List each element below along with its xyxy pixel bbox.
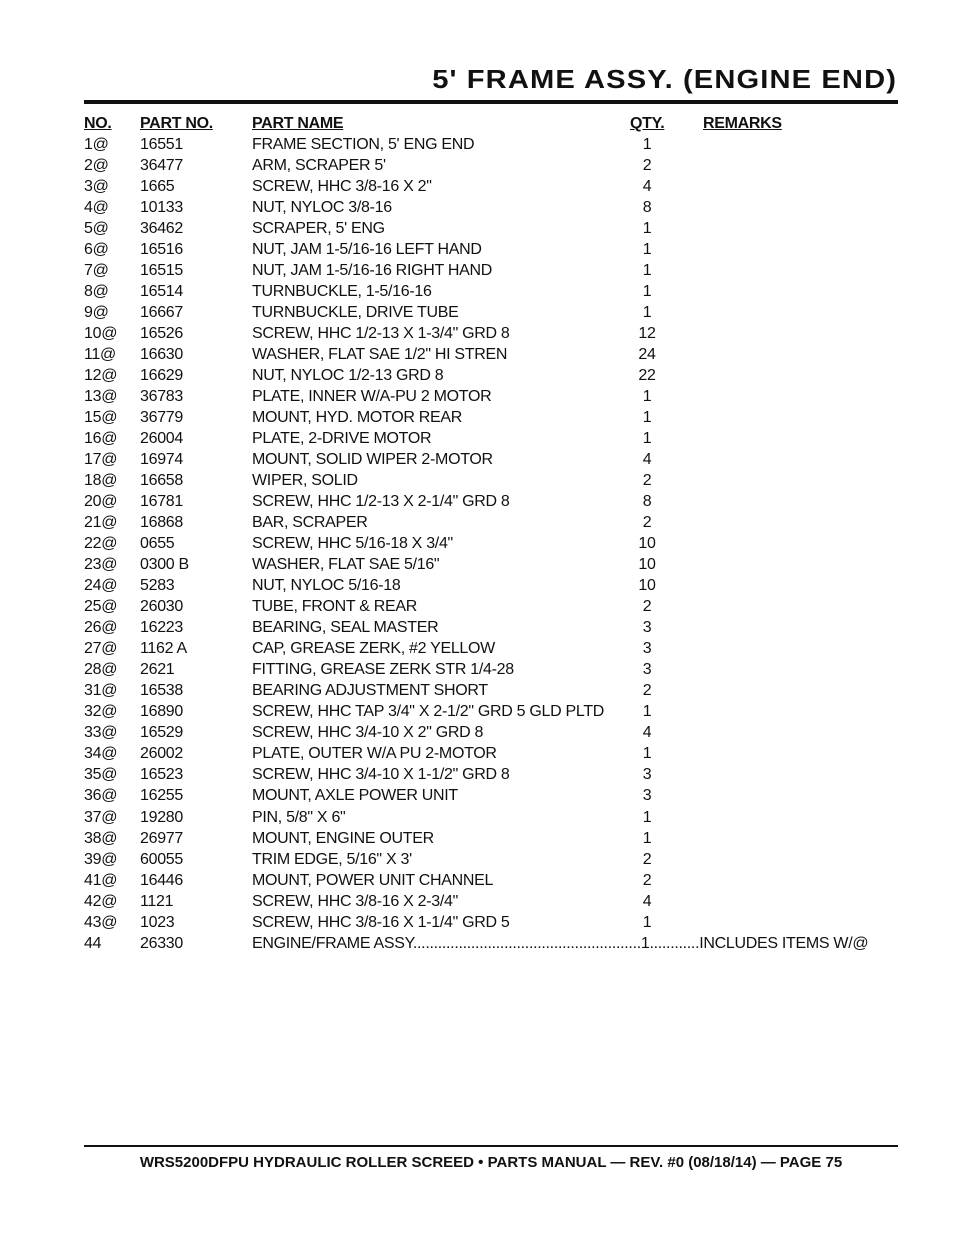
part-name: BEARING, SEAL MASTER bbox=[252, 619, 439, 637]
part-number: 16526 bbox=[140, 325, 183, 343]
part-name: NUT, NYLOC 3/8-16 bbox=[252, 199, 392, 217]
quantity: 1 bbox=[642, 241, 652, 259]
quantity: 2 bbox=[642, 871, 652, 889]
table-row bbox=[0, 913, 954, 934]
part-name: ARM, SCRAPER 5' bbox=[252, 157, 386, 175]
table-row bbox=[0, 850, 954, 871]
part-number: 16629 bbox=[140, 367, 183, 385]
part-name: MOUNT, POWER UNIT CHANNEL bbox=[252, 871, 494, 889]
item-number: 17@ bbox=[84, 451, 118, 469]
quantity: 2 bbox=[642, 157, 652, 175]
table-row bbox=[0, 282, 954, 303]
table-row bbox=[0, 639, 954, 660]
quantity: 3 bbox=[642, 766, 652, 784]
quantity: 24 bbox=[638, 346, 656, 364]
footer-rule bbox=[84, 1145, 898, 1147]
item-number: 3@ bbox=[84, 178, 109, 196]
page-title: 5' FRAME ASSY. (ENGINE END) bbox=[432, 64, 897, 94]
table-row bbox=[0, 513, 954, 534]
item-number: 43@ bbox=[84, 913, 118, 931]
item-number: 26@ bbox=[84, 619, 118, 637]
part-name: TRIM EDGE, 5/16" X 3' bbox=[252, 850, 412, 868]
quantity: 2 bbox=[642, 682, 652, 700]
header-part-no: PART NO. bbox=[140, 115, 213, 132]
quantity: 3 bbox=[642, 619, 652, 637]
item-number: 18@ bbox=[84, 472, 118, 490]
table-row bbox=[0, 303, 954, 324]
quantity: 12 bbox=[638, 325, 656, 343]
quantity: 1 bbox=[642, 136, 652, 153]
quantity: 4 bbox=[642, 178, 652, 196]
table-row bbox=[0, 829, 954, 850]
quantity: 3 bbox=[642, 787, 652, 805]
part-number: 36477 bbox=[140, 157, 183, 175]
part-number: 36783 bbox=[140, 388, 183, 406]
part-name: SCREW, HHC 3/4-10 X 2" GRD 8 bbox=[252, 724, 484, 742]
part-name: PLATE, 2-DRIVE MOTOR bbox=[252, 430, 432, 448]
part-number: 5283 bbox=[140, 577, 175, 595]
part-name: BEARING ADJUSTMENT SHORT bbox=[252, 682, 488, 700]
quantity: 10 bbox=[638, 535, 656, 553]
part-number: 16630 bbox=[140, 346, 183, 364]
parts-list bbox=[0, 135, 954, 955]
part-name: FRAME SECTION, 5' ENG END bbox=[252, 136, 475, 153]
part-number: 16974 bbox=[140, 451, 183, 469]
header-qty: QTY. bbox=[630, 115, 665, 132]
part-number: 36779 bbox=[140, 409, 183, 427]
table-row bbox=[0, 177, 954, 198]
item-number: 21@ bbox=[84, 514, 118, 532]
part-name: CAP, GREASE ZERK, #2 YELLOW bbox=[252, 640, 495, 658]
table-row bbox=[0, 408, 954, 429]
page-footer: WRS5200DFPU HYDRAULIC ROLLER SCREED • PARTS MANUAL — REV. #0 (08/18/14) — PAGE 75 bbox=[139, 1154, 843, 1171]
item-number: 33@ bbox=[84, 724, 118, 742]
part-name: MOUNT, SOLID WIPER 2-MOTOR bbox=[252, 451, 493, 469]
part-number: 26330 bbox=[140, 934, 183, 952]
part-name: MOUNT, AXLE POWER UNIT bbox=[252, 787, 458, 805]
table-row bbox=[0, 744, 954, 765]
table-row bbox=[0, 892, 954, 913]
table-row bbox=[0, 471, 954, 492]
item-number: 38@ bbox=[84, 829, 118, 847]
part-number: 26002 bbox=[140, 745, 183, 763]
quantity: 4 bbox=[642, 451, 652, 469]
part-name: SCRAPER, 5' ENG bbox=[252, 220, 385, 238]
quantity: 10 bbox=[638, 577, 656, 595]
table-row bbox=[0, 618, 954, 639]
part-name: TUBE, FRONT & REAR bbox=[252, 598, 417, 616]
part-name: SCREW, HHC 3/8-16 X 2" bbox=[252, 178, 432, 196]
item-number: 4@ bbox=[84, 199, 109, 217]
item-number: 39@ bbox=[84, 850, 118, 868]
table-row bbox=[0, 871, 954, 892]
table-row bbox=[0, 387, 954, 408]
table-row bbox=[0, 702, 954, 723]
part-number: 26030 bbox=[140, 598, 183, 616]
part-name: SCREW, HHC 1/2-13 X 1-3/4" GRD 8 bbox=[252, 325, 510, 343]
quantity: 8 bbox=[642, 493, 652, 511]
item-number: 12@ bbox=[84, 367, 118, 385]
table-row bbox=[0, 681, 954, 702]
item-number: 44 bbox=[84, 934, 102, 952]
quantity: 22 bbox=[638, 367, 656, 385]
quantity: 1 bbox=[642, 388, 652, 406]
part-name: WIPER, SOLID bbox=[252, 472, 358, 490]
part-name: MOUNT, ENGINE OUTER bbox=[252, 829, 434, 847]
quantity: 2 bbox=[642, 514, 652, 532]
part-number: 26977 bbox=[140, 829, 183, 847]
item-number: 7@ bbox=[84, 262, 109, 280]
part-number: 2621 bbox=[140, 661, 175, 679]
table-row bbox=[0, 660, 954, 681]
table-row bbox=[0, 261, 954, 282]
header-no: NO. bbox=[84, 115, 112, 132]
quantity: 2 bbox=[642, 598, 652, 616]
title-rule bbox=[84, 100, 898, 104]
item-number: 35@ bbox=[84, 766, 118, 784]
part-name: SCREW, HHC 1/2-13 X 2-1/4" GRD 8 bbox=[252, 493, 510, 511]
quantity: 1 bbox=[642, 409, 652, 427]
item-number: 6@ bbox=[84, 241, 109, 259]
part-number: 16551 bbox=[140, 136, 183, 153]
quantity: 1 bbox=[642, 829, 652, 847]
table-row bbox=[0, 597, 954, 618]
table-row bbox=[0, 765, 954, 786]
quantity: 2 bbox=[642, 850, 652, 868]
quantity: 4 bbox=[642, 724, 652, 742]
part-number: 16529 bbox=[140, 724, 183, 742]
part-number: 19280 bbox=[140, 808, 183, 826]
part-number: 16514 bbox=[140, 283, 183, 301]
quantity: 1 bbox=[642, 430, 652, 448]
part-number: 16516 bbox=[140, 241, 183, 259]
item-number: 11@ bbox=[84, 346, 116, 364]
part-name: TURNBUCKLE, 1-5/16-16 bbox=[252, 283, 432, 301]
item-number: 9@ bbox=[84, 304, 109, 322]
part-name: SCREW, HHC 3/8-16 X 2-3/4" bbox=[252, 892, 458, 910]
table-row bbox=[0, 786, 954, 807]
item-number: 34@ bbox=[84, 745, 118, 763]
item-number: 15@ bbox=[84, 409, 118, 427]
item-number: 41@ bbox=[84, 871, 118, 889]
quantity: 1 bbox=[642, 703, 652, 721]
item-number: 22@ bbox=[84, 535, 118, 553]
item-number: 16@ bbox=[84, 430, 118, 448]
part-name: BAR, SCRAPER bbox=[252, 514, 368, 532]
part-name: FITTING, GREASE ZERK STR 1/4-28 bbox=[252, 661, 514, 679]
table-row bbox=[0, 135, 954, 156]
part-number: 16223 bbox=[140, 619, 183, 637]
part-name: SCREW, HHC TAP 3/4" X 2-1/2" GRD 5 GLD PLTD bbox=[252, 703, 605, 721]
table-row bbox=[0, 345, 954, 366]
quantity: 4 bbox=[642, 892, 652, 910]
part-number: 1121 bbox=[140, 892, 174, 910]
item-number: 1@ bbox=[84, 136, 109, 153]
part-number: 36462 bbox=[140, 220, 183, 238]
quantity: 10 bbox=[638, 556, 656, 574]
part-name: TURNBUCKLE, DRIVE TUBE bbox=[252, 304, 459, 322]
part-number: 1162 A bbox=[140, 640, 187, 658]
table-row bbox=[0, 429, 954, 450]
item-number: 36@ bbox=[84, 787, 118, 805]
table-row bbox=[0, 324, 954, 345]
part-name: MOUNT, HYD. MOTOR REAR bbox=[252, 409, 463, 427]
item-number: 5@ bbox=[84, 220, 109, 238]
item-number: 8@ bbox=[84, 283, 109, 301]
part-name: WASHER, FLAT SAE 1/2" HI STREN bbox=[252, 346, 508, 364]
table-row bbox=[0, 555, 954, 576]
table-row bbox=[0, 934, 954, 955]
item-number: 32@ bbox=[84, 703, 118, 721]
part-name: SCREW, HHC 5/16-18 X 3/4" bbox=[252, 535, 453, 553]
table-row bbox=[0, 156, 954, 177]
part-number: 16781 bbox=[140, 493, 183, 511]
item-number: 24@ bbox=[84, 577, 118, 595]
part-number: 10133 bbox=[140, 199, 183, 217]
table-row bbox=[0, 576, 954, 597]
part-name: NUT, JAM 1-5/16-16 RIGHT HAND bbox=[252, 262, 492, 280]
item-number: 28@ bbox=[84, 661, 118, 679]
part-number: 0655 bbox=[140, 535, 175, 553]
part-number: 16868 bbox=[140, 514, 183, 532]
quantity: 1 bbox=[642, 220, 652, 238]
part-number: 16658 bbox=[140, 472, 183, 490]
quantity: 2 bbox=[642, 472, 652, 490]
item-number: 31@ bbox=[84, 682, 118, 700]
quantity: 8 bbox=[642, 199, 652, 217]
part-name: PIN, 5/8" X 6" bbox=[252, 808, 346, 826]
header-part-name: PART NAME bbox=[252, 115, 344, 132]
quantity: 1 bbox=[642, 304, 652, 322]
quantity: 1 bbox=[642, 808, 652, 826]
part-name: NUT, JAM 1-5/16-16 LEFT HAND bbox=[252, 241, 482, 259]
quantity: 1 bbox=[642, 913, 652, 931]
quantity: 1 bbox=[642, 745, 652, 763]
item-number: 42@ bbox=[84, 892, 118, 910]
quantity: 3 bbox=[642, 640, 652, 658]
table-row bbox=[0, 240, 954, 261]
quantity: 1 bbox=[642, 283, 652, 301]
part-number: 16890 bbox=[140, 703, 183, 721]
item-number: 23@ bbox=[84, 556, 118, 574]
item-number: 13@ bbox=[84, 388, 118, 406]
part-name-with-remarks: ENGINE/FRAME ASSY.......................................................1............INCLUDES ITEMS W/@ bbox=[252, 934, 869, 952]
part-number: 26004 bbox=[140, 430, 183, 448]
table-row bbox=[0, 219, 954, 240]
part-name: NUT, NYLOC 1/2-13 GRD 8 bbox=[252, 367, 444, 385]
item-number: 37@ bbox=[84, 808, 118, 826]
table-row bbox=[0, 450, 954, 471]
item-number: 10@ bbox=[84, 325, 118, 343]
part-number: 16667 bbox=[140, 304, 183, 322]
part-number: 16538 bbox=[140, 682, 183, 700]
table-row bbox=[0, 534, 954, 555]
part-name: SCREW, HHC 3/8-16 X 1-1/4" GRD 5 bbox=[252, 913, 510, 931]
part-number: 0300 B bbox=[140, 556, 189, 574]
part-name: SCREW, HHC 3/4-10 X 1-1/2" GRD 8 bbox=[252, 766, 510, 784]
part-name: PLATE, INNER W/A-PU 2 MOTOR bbox=[252, 388, 492, 406]
part-name: WASHER, FLAT SAE 5/16" bbox=[252, 556, 440, 574]
table-row bbox=[0, 808, 954, 829]
quantity: 1 bbox=[642, 262, 652, 280]
part-name: PLATE, OUTER W/A PU 2-MOTOR bbox=[252, 745, 497, 763]
table-row bbox=[0, 198, 954, 219]
table-row bbox=[0, 723, 954, 744]
part-number: 16446 bbox=[140, 871, 183, 889]
part-number: 1023 bbox=[140, 913, 175, 931]
table-row bbox=[0, 492, 954, 513]
item-number: 27@ bbox=[84, 640, 118, 658]
part-number: 16255 bbox=[140, 787, 183, 805]
part-number: 1665 bbox=[140, 178, 175, 196]
item-number: 25@ bbox=[84, 598, 118, 616]
quantity: 3 bbox=[642, 661, 652, 679]
header-remarks: REMARKS bbox=[703, 115, 782, 132]
part-number: 60055 bbox=[140, 850, 183, 868]
part-number: 16515 bbox=[140, 262, 183, 280]
table-row bbox=[0, 366, 954, 387]
part-number: 16523 bbox=[140, 766, 183, 784]
item-number: 2@ bbox=[84, 157, 109, 175]
item-number: 20@ bbox=[84, 493, 118, 511]
part-name: NUT, NYLOC 5/16-18 bbox=[252, 577, 401, 595]
